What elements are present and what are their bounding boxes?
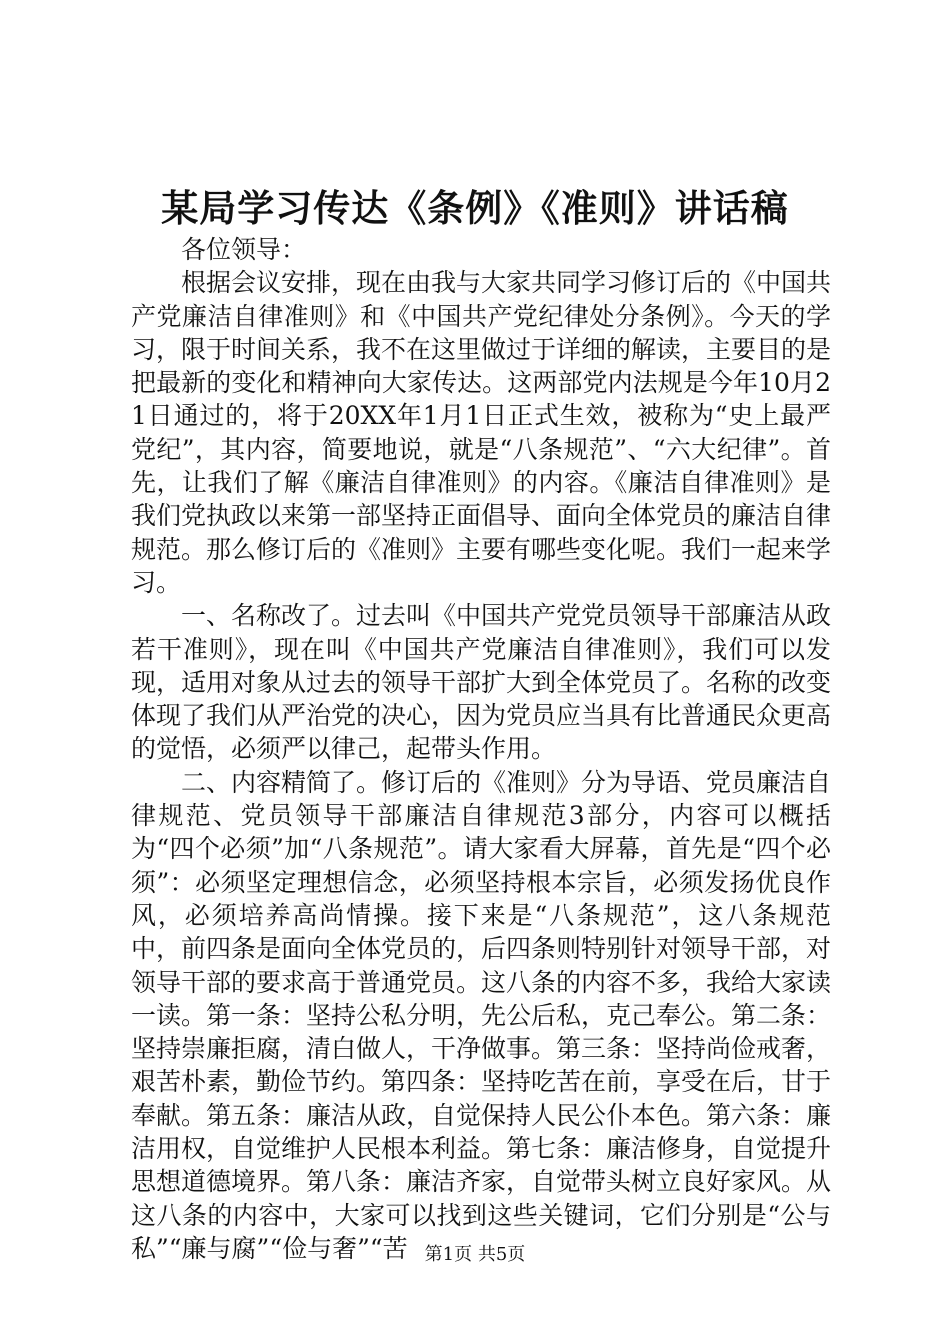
page-number-footer: 第1页 共5页 (424, 1244, 526, 1265)
greeting-line: 各位领导： (181, 235, 307, 264)
paragraph-intro: 根据会议安排，现在由我与大家共同学习修订后的《中国共产党廉洁自律准则》和《中国共产党纪律处分条例》。今天的学习，限于时间关系，我不在这里做过于详细的解读，主要目的是把最新的变化和精神向大家传达。这两部党内法规是今年10月21日通过的，将于20XX年1月1日正式生效，被称为“史上最严党纪”，其内容，简要地说，就是“八条规范”、“六大纪律”。首先，让我们了解《廉洁自律准则》的内容。《廉洁自律准则》是我们党执政以来第一部坚持正面倡导、面向全体党员的廉洁自律规范。那么修订后的《准则》主要有哪些变化呢。我们一起来学习。 (131, 268, 832, 597)
document-title: 某局学习传达《条例》《准则》讲话稿 (161, 186, 789, 230)
paragraph-content-simplified: 二、内容精简了。修订后的《准则》分为导语、党员廉洁自律规范、党员领导干部廉洁自律规范3部分，内容可以概括为“四个必须”加“八条规范”。请大家看大屏幕，首先是“四个必须”：必须坚定理想信念，必须坚持根本宗旨，必须发扬优良作风，必须培养高尚情操。接下来是“八条规范”，这八条规范中，前四条是面向全体党员的，后四条则特别针对领导干部，对领导干部的要求高于普通党员。这八条的内容不多，我给大家读一读。第一条：坚持公私分明，先公后私，克己奉公。第二条：坚持崇廉拒腐，清白做人，干净做事。第三条：坚持尚俭戒奢，艰苦朴素，勤俭节约。第四条：坚持吃苦在前，享受在后，甘于奉献。第五条：廉洁从政，自觉保持人民公仆本色。第六条：廉洁用权，自觉维护人民根本利益。第七条：廉洁修身，自觉提升思想道德境界。第八条：廉洁齐家，自觉带头树立良好家风。从这八条的内容中，大家可以找到这些关键词，它们分别是“公与私”“廉与腐”“俭与奢”“苦 (131, 767, 832, 1263)
document-body (131, 233, 831, 1265)
paragraph-name-change: 一、名称改了。过去叫《中国共产党党员领导干部廉洁从政若干准则》，现在叫《中国共产党廉洁自律准则》，我们可以发现，适用对象从过去的领导干部扩大到全体党员了。名称的改变体现了我们从严治党的决心，因为党员应当具有比普通民众更高的觉悟，必须严以律己，起带头作用。 (131, 601, 832, 764)
